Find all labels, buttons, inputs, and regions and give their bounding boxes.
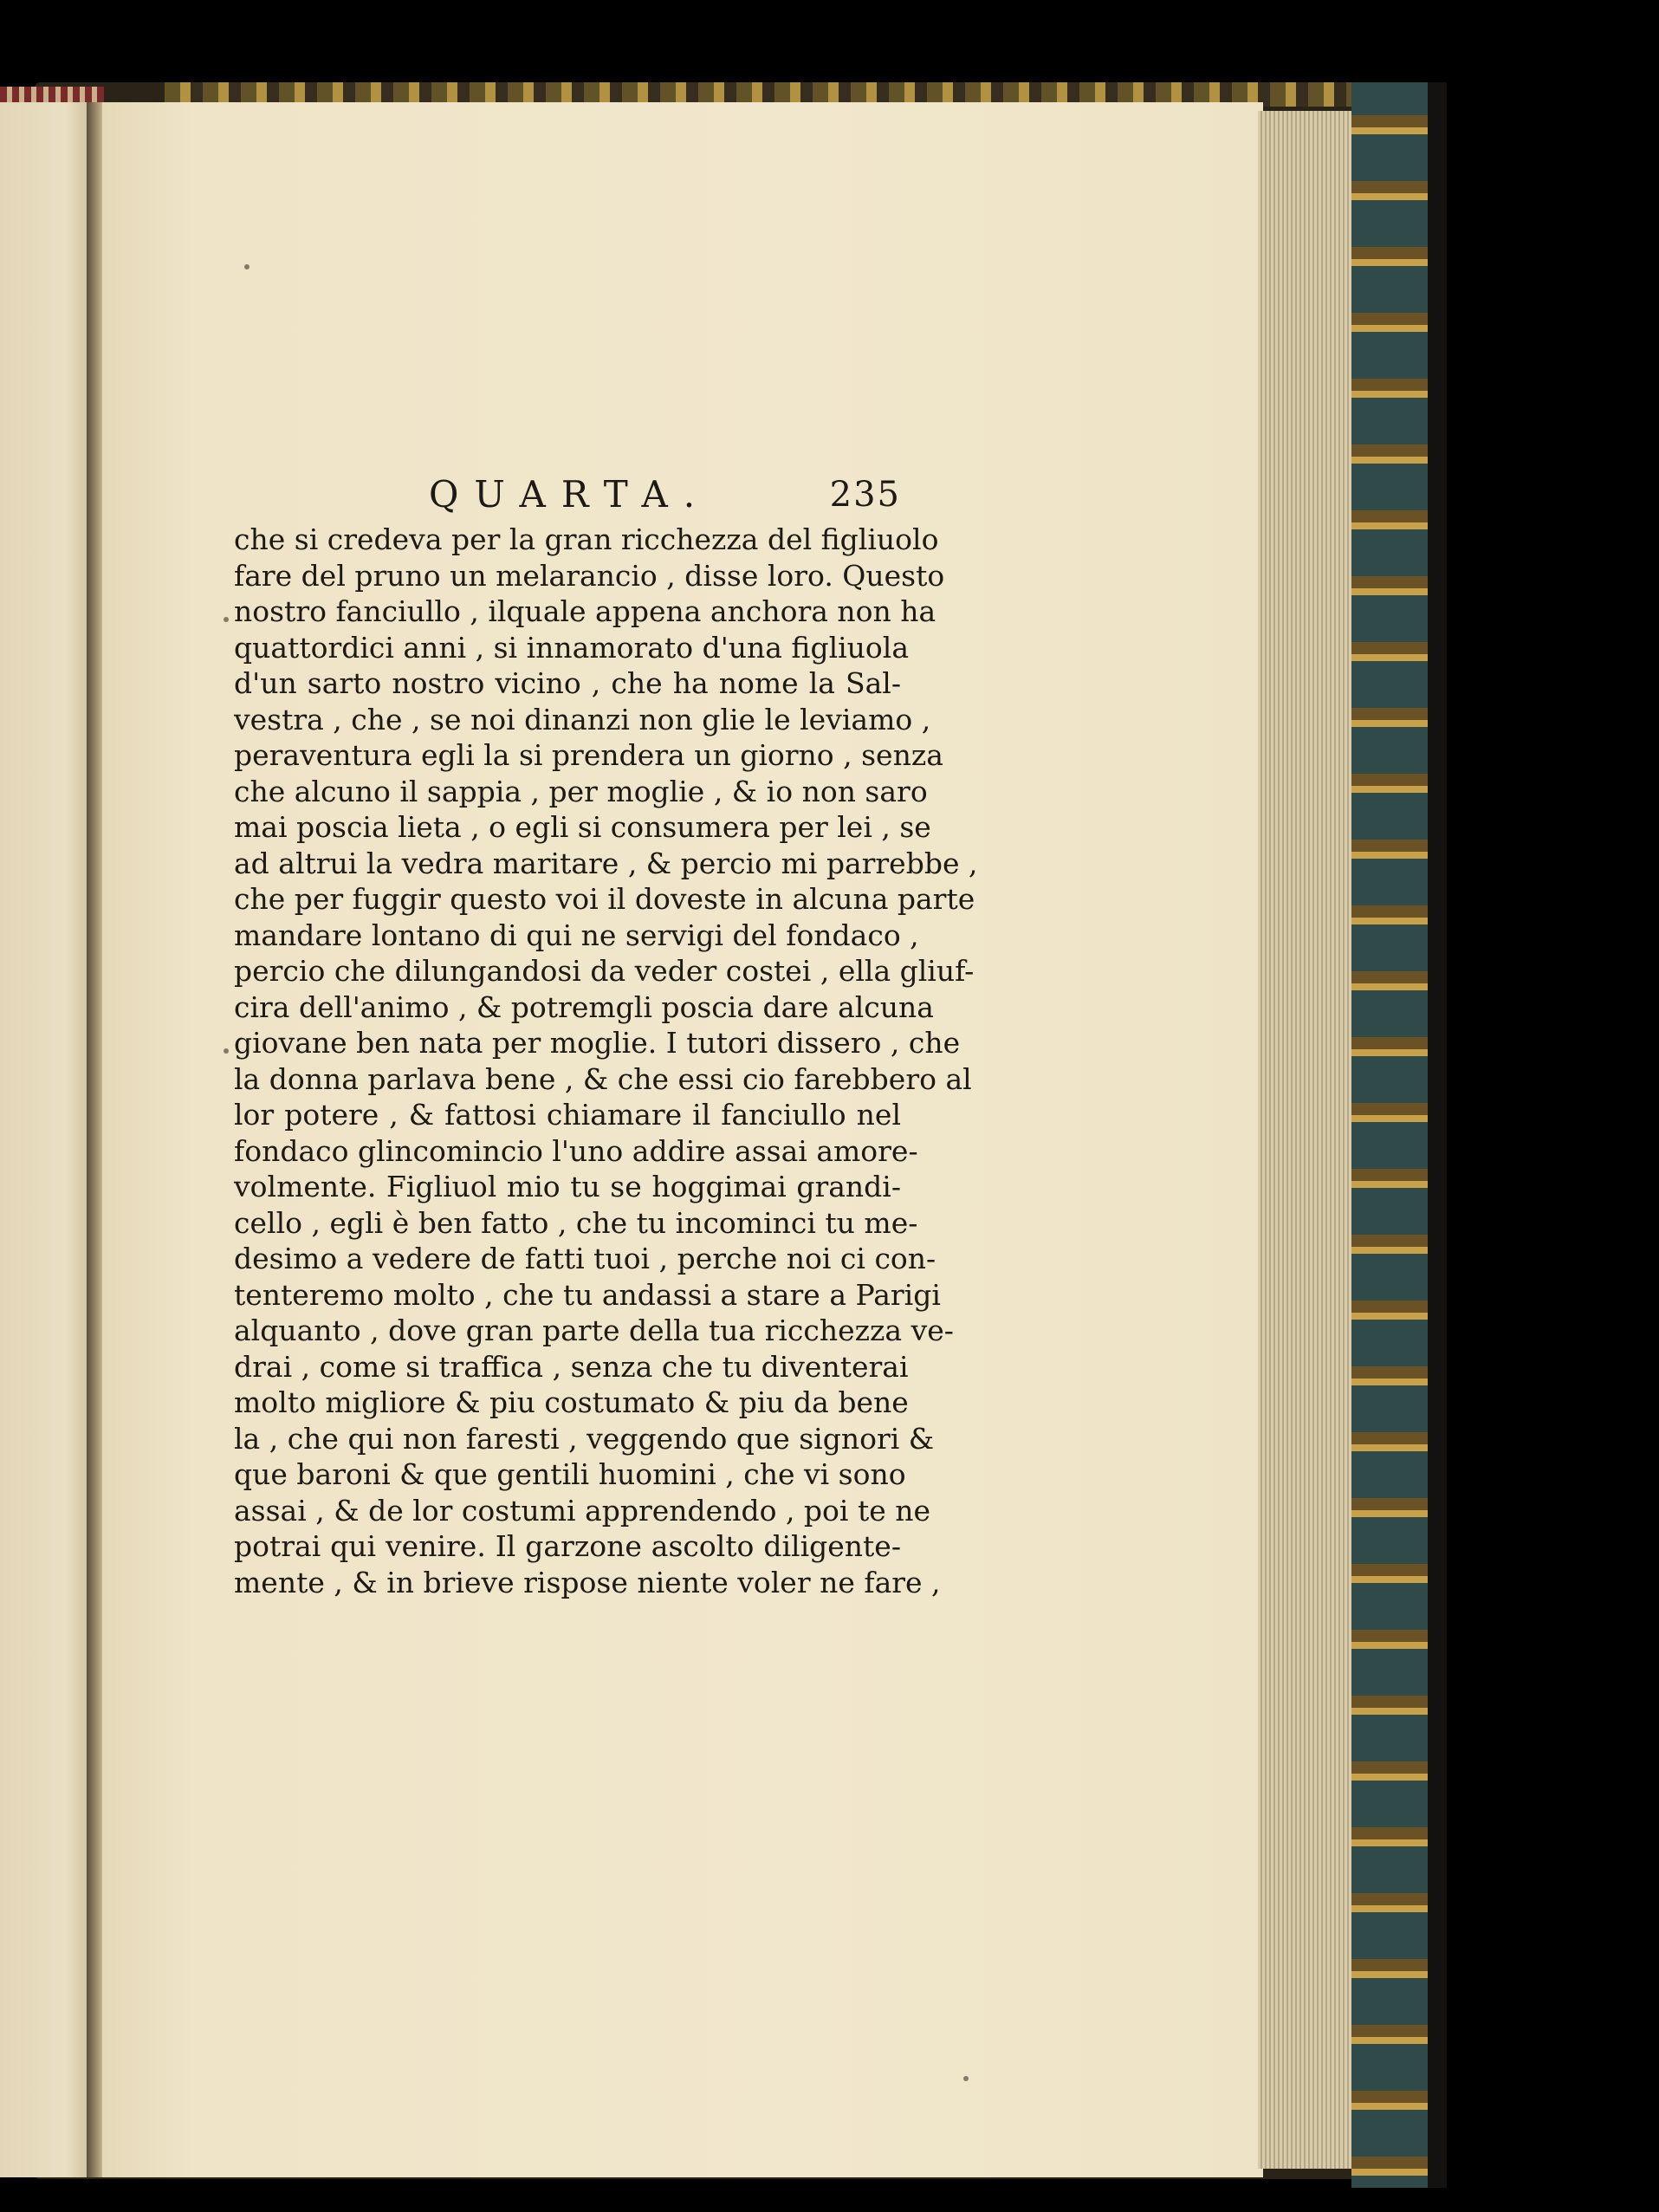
running-head: QUARTA. bbox=[429, 473, 711, 516]
decorated-spine bbox=[1351, 82, 1429, 2188]
text-line: la donna parlava bene , & che essi cio farebbero al bbox=[234, 1061, 972, 1096]
paper-speck bbox=[244, 264, 249, 269]
text-line: peraventura egli la si prendera un giorno , senza bbox=[234, 738, 943, 772]
text-line: mente , & in brieve rispose niente voler ne fare , bbox=[234, 1565, 941, 1599]
paper-speck bbox=[224, 1048, 229, 1054]
text-line: la , che qui non faresti , veggendo que signori & bbox=[234, 1421, 935, 1456]
text-line: mai poscia lieta , o egli si consumera per lei , se bbox=[234, 810, 931, 844]
text-line: mandare lontano di qui ne servigi del fondaco , bbox=[234, 918, 919, 952]
text-line: giovane ben nata per moglie. I tutori dissero , che bbox=[234, 1026, 961, 1060]
text-line: desimo a vedere de fatti tuoi , perche noi ci con- bbox=[234, 1242, 936, 1275]
text-line: molto migliore & piu costumato & piu da bene bbox=[234, 1385, 909, 1419]
page-edges bbox=[1258, 111, 1355, 2169]
paper-speck bbox=[963, 2076, 969, 2081]
text-line: che si credeva per la gran ricchezza del figliuolo bbox=[234, 522, 939, 556]
text-line: que baroni & que gentili huomini , che vi sono bbox=[234, 1457, 906, 1491]
text-line: cira dell'animo , & potremgli poscia dare alcuna bbox=[234, 989, 934, 1024]
text-line: quattordici anni , si innamorato d'una figliuola bbox=[234, 630, 910, 665]
text-line: alquanto , dove gran parte della tua ricchezza ve- bbox=[234, 1314, 954, 1347]
text-line: che alcuno il sappia , per moglie , & io non saro bbox=[234, 774, 928, 808]
text-line: drai , come si traffica , senza che tu diventerai bbox=[234, 1349, 909, 1384]
text-line: d'un sarto nostro vicino , che ha nome la Sal- bbox=[234, 666, 901, 700]
text-line: potrai qui venire. Il garzone ascolto diligente- bbox=[234, 1529, 901, 1563]
text-line: assai , & de lor costumi apprendendo , poi te ne bbox=[234, 1493, 931, 1528]
text-line: che per fuggir questo voi il doveste in alcuna parte bbox=[234, 882, 975, 916]
page-text-block bbox=[234, 468, 978, 1600]
text-line: lor potere , & fattosi chiamare il fanciullo nel bbox=[234, 1098, 901, 1132]
text-line: percio che dilungandosi da veder costei , ella gliuf- bbox=[234, 954, 975, 988]
text-line: fondaco glincomincio l'uno addire assai amore- bbox=[234, 1133, 918, 1168]
text-line: tenteremo molto , che tu andassi a stare a Parigi bbox=[234, 1277, 941, 1312]
text-line: volmente. Figliuol mio tu se hoggimai grandi- bbox=[234, 1170, 901, 1203]
text-line: nostro fanciullo , ilquale appena anchora non ha bbox=[234, 594, 936, 628]
paper-speck bbox=[224, 617, 229, 622]
text-line: fare del pruno un melarancio , disse loro. Questo bbox=[234, 558, 945, 593]
text-line: vestra , che , se noi dinanzi non glie le leviamo , bbox=[234, 702, 931, 736]
spine-shadow bbox=[1428, 82, 1447, 2188]
page-number: 235 bbox=[829, 475, 901, 515]
text-line: ad altrui la vedra maritare , & percio mi parrebbe , bbox=[234, 846, 978, 880]
text-line: cello , egli è ben fatto , che tu incominci tu me- bbox=[234, 1205, 918, 1240]
page-header bbox=[234, 468, 901, 522]
left-page bbox=[0, 102, 94, 2177]
